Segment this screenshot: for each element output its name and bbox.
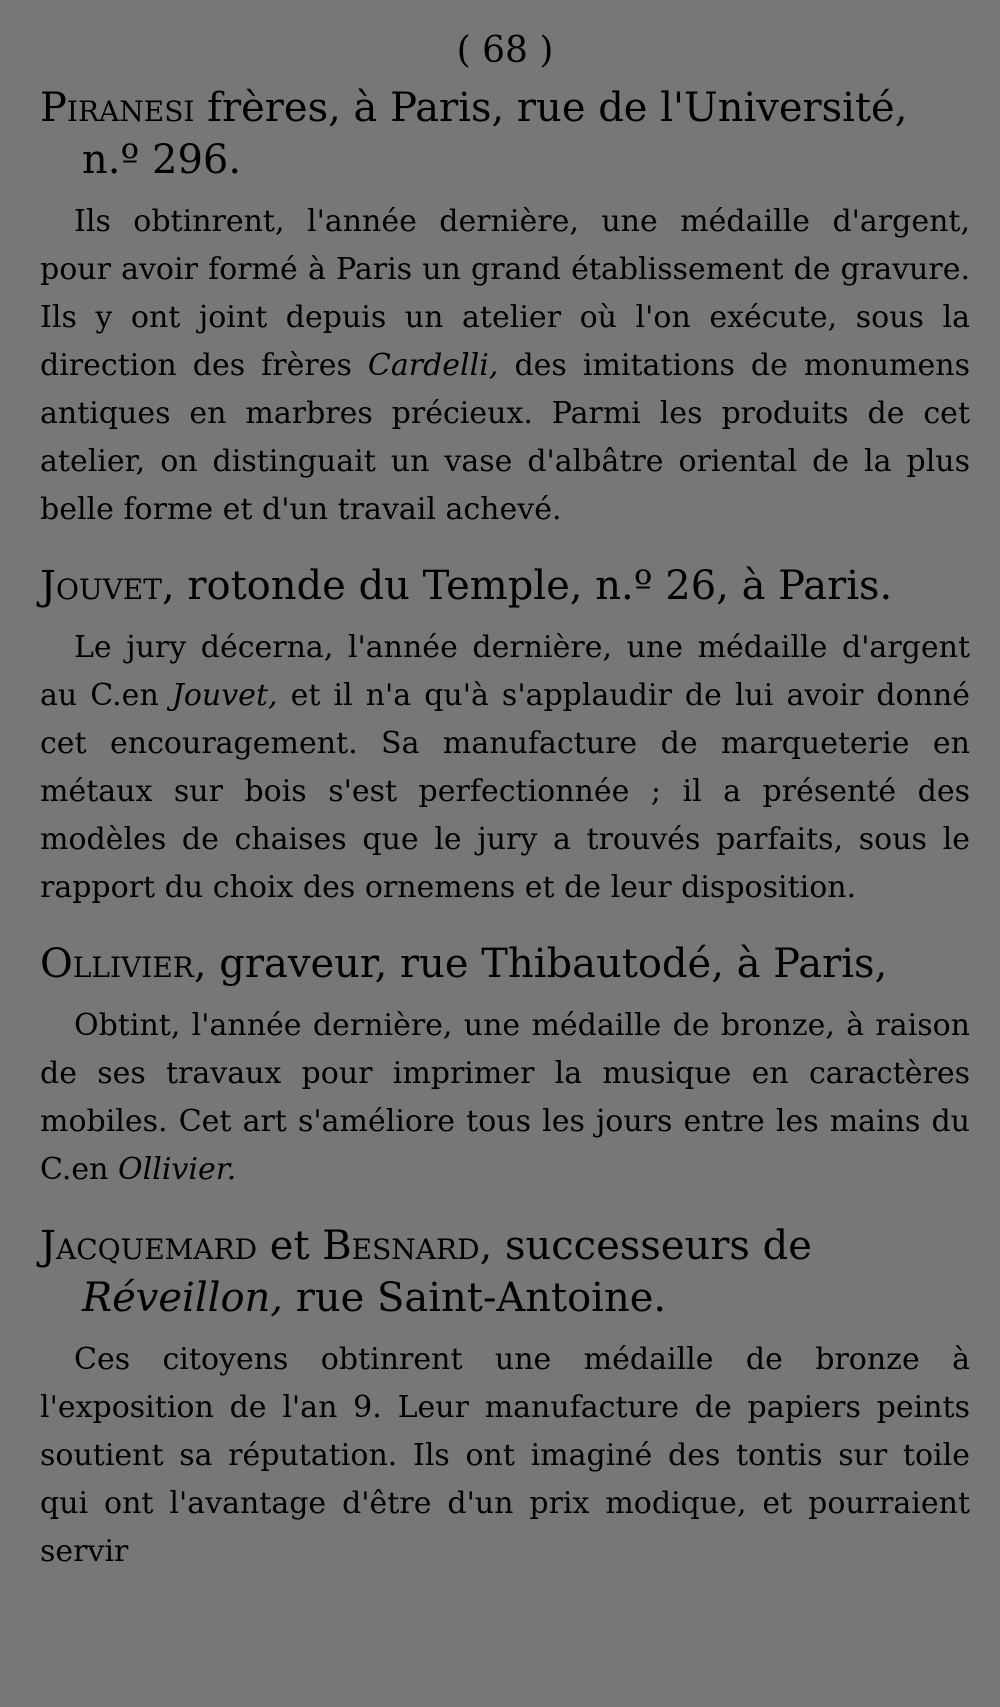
paragraph-italic: Ollivier. [118, 1152, 237, 1187]
entry-paragraph [40, 198, 970, 534]
entry-name: Jacquemard [40, 1223, 258, 1269]
entry-heading-text: et [257, 1223, 323, 1269]
entry-heading-rest: , graveur, rue Thibautodé, à Paris, [193, 941, 888, 987]
entry-paragraph: Ces citoyens obtinrent une médaille de bronze à l'exposition de l'an 9. Leur manufacture de papiers peints soutient sa réputation. Ils ont imaginé des tontis sur toile qui ont l'avantage d'être d'un prix modique, et pourraient servir [40, 1342, 970, 1569]
paragraph-text: et il n'a qu'à s'applaudir de lui avoir donné cet encouragement. Sa manufacture de marqueterie en métaux sur bois s'est perfectionnée ; il a présenté des modèles de chaises que le jury a trouvés parfaits, sous le rapport du choix des ornemens et de leur disposition. [40, 678, 970, 905]
entry-heading-rest: , rotonde du Temple, n.º 26, à Paris. [161, 563, 893, 609]
entry-paragraph [40, 624, 970, 912]
paragraph-text: des imitations de monumens antiques en marbres précieux. Parmi les produits de cet atelier, on distinguait un vase d'albâtre oriental de la plus belle forme et d'un travail achevé. [40, 348, 970, 527]
entry-piranesi [40, 82, 970, 534]
entry-jouvet [40, 560, 970, 912]
entry-heading-rest: frères, à Paris, rue de l'Université, n.º 296. [82, 85, 908, 183]
entry-ollivier [40, 938, 970, 1194]
paragraph-text: Le jury décerna, l'année dernière, une médaille d'argent au C.en [40, 630, 970, 713]
entry-paragraph [40, 1002, 970, 1194]
entry-name: Ollivier [40, 941, 194, 987]
paragraph-italic: Cardelli, [367, 348, 499, 383]
entry-heading-rest: rue Saint-Antoine. [283, 1275, 667, 1321]
entry-name: Piranesi [40, 85, 195, 131]
page-number: ( 68 ) [456, 30, 554, 71]
paragraph-italic: Jouvet, [171, 678, 278, 713]
entry-heading [40, 938, 970, 990]
paragraph-text: Obtint, l'année dernière, une médaille de bronze, à raison de ses travaux pour imprimer la musique en caractères mobiles. Cet art s'améliore tous les jours entre les mains du C.en [40, 1008, 970, 1187]
entry-heading-italic: Réveillon, [82, 1275, 283, 1321]
entry-heading-text: , successeurs de [479, 1223, 812, 1269]
entry-heading [40, 1220, 970, 1324]
entry-jacquemard-besnard [40, 1220, 970, 1576]
paragraph-text: Ils obtinrent, l'année dernière, une médaille d'argent, pour avoir formé à Paris un grand établissement de gravure. Ils y ont joint depuis un atelier où l'on exécute, sous la direction des frères [40, 204, 970, 383]
entry-name-second: Besnard [322, 1223, 480, 1269]
entry-heading [40, 560, 970, 612]
entry-heading [40, 82, 970, 186]
entry-name: Jouvet [40, 563, 162, 609]
